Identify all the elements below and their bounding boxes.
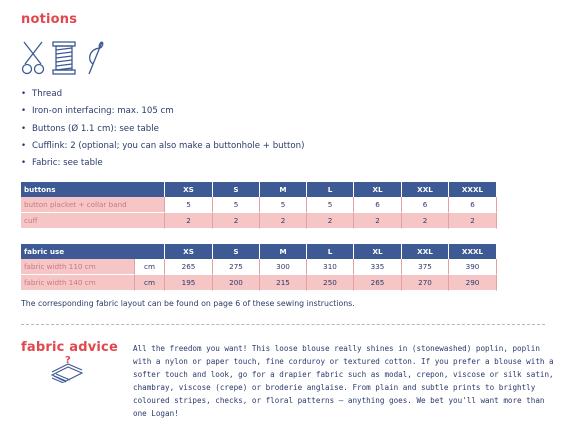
- table-cell: 335: [354, 259, 402, 275]
- list-item: • Fabric: see table: [21, 155, 304, 172]
- list-item: • Thread: [21, 86, 304, 103]
- table-cell: 2: [165, 213, 213, 229]
- fabric-layout-note: The corresponding fabric layout can be found on page 6 of these sewing instructions.: [21, 299, 355, 308]
- advice-line: coloured stripes, checks, or floral patterns – anything goes. We bet you'll want more than: [133, 396, 545, 406]
- table-row: [21, 197, 497, 213]
- table-row: [21, 259, 497, 275]
- table-header-row: [21, 182, 497, 197]
- buttons-table: [21, 182, 497, 229]
- size-header: XXXL: [449, 182, 497, 197]
- advice-line: All the freedom you want! This loose blouse really shines in (stonewashed) poplin, poplin: [133, 344, 540, 353]
- table-cell: 250: [307, 275, 354, 291]
- size-header: L: [307, 182, 354, 197]
- advice-line: softer touch and look, go for a drapier fabric such as modal, crepon, viscose or silk satin,: [133, 370, 554, 380]
- fabric-use-table: [21, 244, 497, 291]
- table-cell: 5: [307, 197, 354, 213]
- table-cell: 6: [402, 197, 449, 213]
- row-label: fabric width 140 cm: [21, 275, 135, 291]
- size-header: XL: [354, 182, 402, 197]
- table-cell: 265: [354, 275, 402, 291]
- table-cell: 5: [165, 197, 213, 213]
- fabric-advice-title: fabric advice: [21, 340, 118, 355]
- unit-cell: cm: [135, 275, 165, 291]
- notions-icons: [21, 40, 107, 76]
- table-cell: 195: [165, 275, 213, 291]
- row-label: button placket + collar band: [21, 197, 165, 213]
- thread-spool-icon: [49, 40, 79, 76]
- list-item: • Iron-on interfacing: max. 105 cm: [21, 103, 304, 120]
- table-cell: 310: [307, 259, 354, 275]
- notions-list: [21, 86, 304, 172]
- unit-cell: cm: [135, 259, 165, 275]
- advice-line: one Logan!: [133, 409, 179, 419]
- size-header: XXL: [402, 244, 449, 259]
- fabric-advice-text: [133, 342, 554, 421]
- table-cell: 290: [449, 275, 497, 291]
- table-cell: 2: [354, 213, 402, 229]
- scissors-icon: [21, 40, 45, 76]
- size-header: M: [260, 182, 307, 197]
- table-cell: 275: [213, 259, 260, 275]
- svg-text:?: ?: [65, 355, 71, 366]
- size-header: M: [260, 244, 307, 259]
- size-header: XS: [165, 182, 213, 197]
- list-item: • Buttons (Ø 1.1 cm): see table: [21, 121, 304, 138]
- table-header-label: fabric use: [21, 244, 165, 259]
- size-header: XL: [354, 244, 402, 259]
- table-cell: 5: [260, 197, 307, 213]
- table-row: [21, 213, 497, 229]
- needle-icon: [83, 40, 107, 76]
- table-cell: 2: [213, 213, 260, 229]
- table-cell: 215: [260, 275, 307, 291]
- table-cell: 390: [449, 259, 497, 275]
- table-cell: 2: [307, 213, 354, 229]
- table-cell: 5: [213, 197, 260, 213]
- table-cell: 375: [402, 259, 449, 275]
- table-cell: 200: [213, 275, 260, 291]
- size-header: XXXL: [449, 244, 497, 259]
- row-label: cuff: [21, 213, 165, 229]
- table-cell: 270: [402, 275, 449, 291]
- row-label: fabric width 110 cm: [21, 259, 135, 275]
- table-header-label: buttons: [21, 182, 165, 197]
- size-header: XXL: [402, 182, 449, 197]
- table-cell: 2: [260, 213, 307, 229]
- table-cell: 300: [260, 259, 307, 275]
- list-item: • Cufflink: 2 (optional; you can also make a buttonhole + button): [21, 138, 304, 155]
- size-header: S: [213, 182, 260, 197]
- size-header: L: [307, 244, 354, 259]
- table-cell: 6: [354, 197, 402, 213]
- table-header-row: [21, 244, 497, 259]
- advice-line: with a nylon or paper touch, fine corduroy or textured cotton. If you prefer a blouse with a: [133, 357, 554, 367]
- table-cell: 6: [449, 197, 497, 213]
- fabric-stack-question-icon: [48, 353, 84, 383]
- size-header: S: [213, 244, 260, 259]
- table-cell: 2: [402, 213, 449, 229]
- table-cell: 2: [449, 213, 497, 229]
- size-header: XS: [165, 244, 213, 259]
- advice-line: chambray, viscose (crepe) or broderie anglaise. From plain and subtle prints to brightly: [133, 383, 536, 393]
- table-row: [21, 275, 497, 291]
- section-divider: [21, 324, 545, 325]
- table-cell: 265: [165, 259, 213, 275]
- notions-title: notions: [21, 12, 78, 27]
